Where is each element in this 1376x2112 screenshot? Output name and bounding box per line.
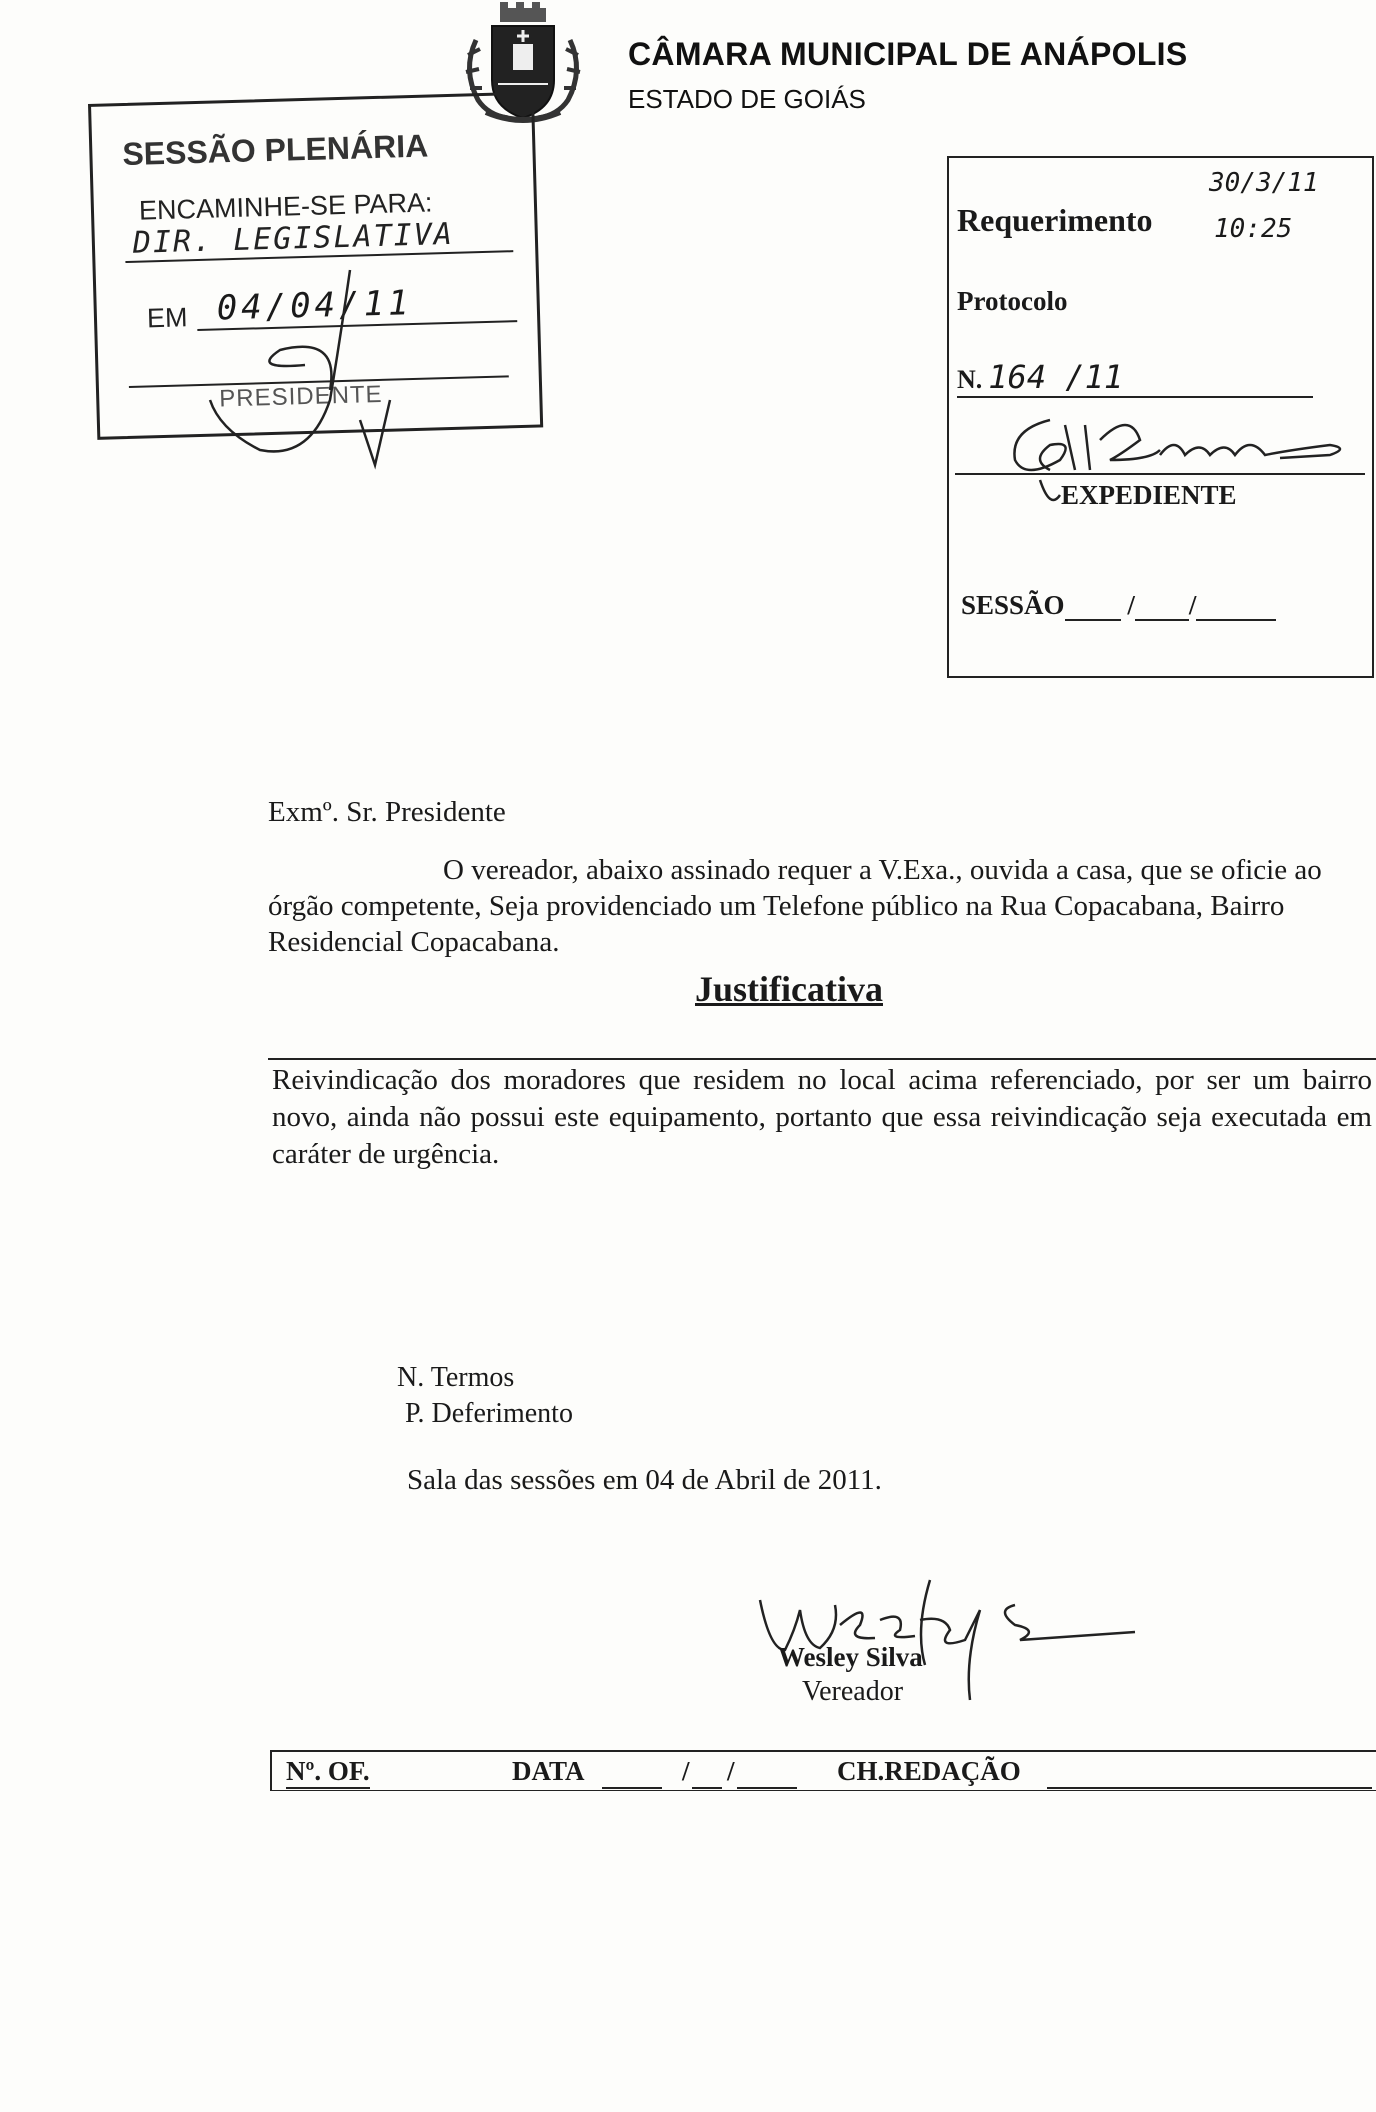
footer-date-label: DATA [512, 1756, 585, 1786]
expediente-signature-icon [990, 400, 1360, 510]
stamp-forward-value: DIR. LEGISLATIVA [124, 215, 513, 263]
president-signature-icon [190, 250, 420, 480]
session-sep-1: / [1127, 590, 1135, 620]
official-footer-bar [270, 1750, 1376, 1791]
footer-date-blank-2 [692, 1756, 722, 1789]
session-field [961, 588, 1276, 621]
stamp-forward-label: ENCAMINHE-SE PARA: [138, 187, 433, 226]
protocol-handwritten-date: 30/3/11 [1209, 168, 1319, 198]
closing-deferimento: P. Deferimento [405, 1398, 573, 1429]
session-sep-2: / [1188, 590, 1197, 620]
stamp-title: SESSÃO PLENÁRIA [121, 127, 429, 173]
footer-date-sep-1: / [682, 1756, 690, 1786]
justification-title: Justificativa [695, 969, 883, 1009]
stamp-date-value: 04/04/11 [196, 280, 517, 331]
protocolo-label: Protocolo [957, 286, 1068, 316]
place-date-line: Sala das sessões em 04 de Abril de 2011. [407, 1464, 882, 1496]
footer-date-blank-3 [737, 1756, 797, 1789]
protocol-number-value: 164 /11 [988, 358, 1124, 396]
footer-date-blank-1 [602, 1756, 662, 1789]
signer-role: Vereador [802, 1676, 904, 1707]
justification-rule [268, 1058, 1376, 1060]
request-paragraph: O vereador, abaixo assinado requer a V.Exa., ouvida a casa, que se oficie ao órgão competente, Seja providenciado um Telefone público na Rua Copacabana, Bairro Residencial Copacabana. [268, 854, 1322, 958]
session-label: SESSÃO [961, 590, 1065, 620]
institution-state: ESTADO DE GOIÁS [628, 84, 866, 114]
closing-termos: N. Termos [397, 1362, 515, 1393]
closing-block [397, 1360, 573, 1432]
salutation: Exmº. Sr. Presidente [268, 796, 506, 828]
footer-date-sep-2: / [727, 1756, 735, 1786]
requerimento-label: Requerimento [957, 202, 1153, 238]
footer-num-label: Nº. OF. [286, 1756, 370, 1789]
expediente-label: EXPEDIENTE [1061, 480, 1237, 510]
footer-redacao-blank [1047, 1756, 1372, 1789]
protocol-handwritten-time: 10:25 [1214, 214, 1293, 244]
protocol-number-label: N. [957, 365, 983, 394]
signer-name: Wesley Silva [778, 1642, 923, 1672]
footer-redacao-label: CH.REDAÇÃO [837, 1756, 1021, 1786]
institution-title: CÂMARA MUNICIPAL DE ANÁPOLIS [628, 36, 1188, 72]
stamp-date-label: EM [146, 302, 188, 334]
justification-paragraph: Reivindicação dos moradores que residem no local acima referenciado, por ser um bairro novo, ainda não possui este equipamento, portanto que essa reivindicação seja executada em caráter de urgência. [272, 1064, 1372, 1170]
protocol-number-field [957, 358, 1313, 398]
stamp-signature-label: PRESIDENTE [218, 380, 383, 413]
